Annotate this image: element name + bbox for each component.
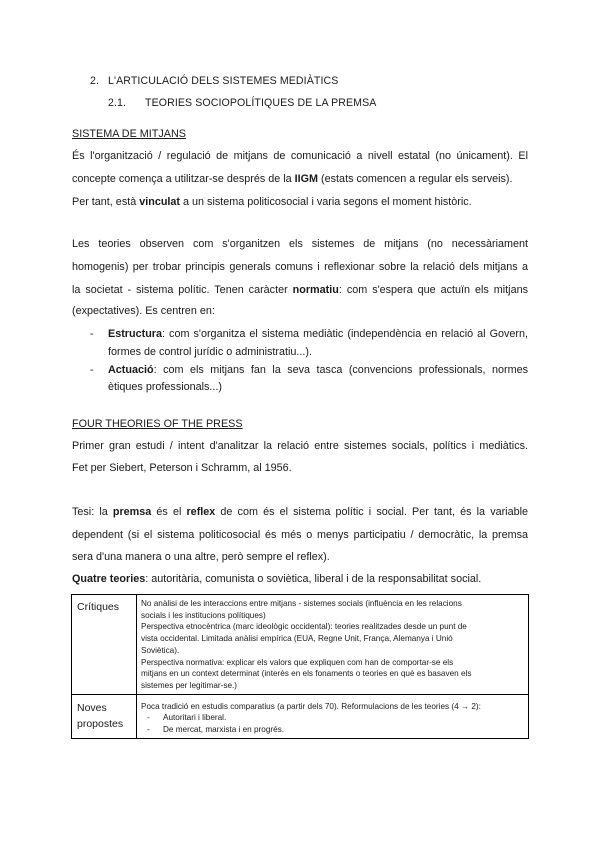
paragraph-line (72, 502, 528, 522)
subheading-number: 2.1. (108, 97, 127, 109)
critiques-content (137, 595, 529, 695)
paragraph-line: És l'organització / regulació de mitjans de comunicació a nivell estatal (no únicament). El (72, 150, 528, 162)
bullet-dash: - (90, 328, 94, 340)
proposal-subitem: - Autoritari i liberal. (141, 712, 524, 724)
bullet-continuation: formes de control jurídic o administratiu...). (108, 346, 313, 358)
table-row-noves-propostes (72, 694, 529, 738)
subheading-title: TEORIES SOCIOPOLÍTIQUES DE LA PREMSA (145, 97, 377, 109)
noves-propostes-content (137, 694, 529, 738)
paragraph-line: homogenis) per trobar principis generals comuns i reflexionar sobre la relació dels mitjans a (72, 261, 528, 273)
paragraph-line: Fet per Siebert, Peterson i Schramm, al 1956. (72, 462, 292, 474)
row-label-noves-propostes (72, 694, 137, 738)
row-label-critiques: Crítiques (72, 595, 137, 695)
text: la societat - sistema polític. Tenen caràcter (72, 284, 293, 296)
paragraph-line (72, 569, 481, 589)
bold-term: IIGM (294, 173, 319, 185)
text: : com s'espera que actuïn els mitjans (338, 284, 528, 296)
critique-line: mitjans en un context determinat (interès en els fonaments o teories en què es basaven els (141, 669, 472, 679)
heading-number: 2. (90, 75, 100, 87)
text: : autoritària, comunista o soviètica, liberal i de la responsabilitat social. (145, 573, 482, 585)
paragraph-line (72, 280, 528, 300)
bullet-item-estructura (108, 324, 528, 344)
text: Per tant, està (72, 196, 140, 208)
critique-line: Soviètica). (141, 645, 180, 655)
critique-line: Perspectiva normativa: explicar els valors que expliquen com han de comportar-se els (141, 657, 454, 667)
table-row-critiques (72, 595, 529, 695)
bullet-continuation: ètiques professionals...) (108, 381, 223, 393)
text: de com és el sistema polític i social. Per tant, és la variable (215, 506, 528, 518)
bold-term: reflex (186, 506, 216, 518)
bold-term: premsa (112, 506, 152, 518)
critique-line: socials i les institucions polítiques) (141, 610, 266, 620)
paragraph-line: Primer gran estudi / intent d'analitzar la relació entre sistemes socials, polítics i mediàtics. (72, 440, 528, 452)
paragraph-line: sera d'una manera o una altre, però sempre el reflex). (72, 551, 330, 563)
critique-line: sistemes per legitimar-se.) (141, 680, 237, 690)
bullet-label: Actuació (108, 364, 154, 376)
paragraph-line (72, 169, 513, 189)
section-title-sistema-de-mitjans: SISTEMA DE MITJANS (72, 128, 186, 140)
heading-title: L'ARTICULACIÓ DELS SISTEMES MEDIÀTICS (108, 75, 339, 87)
section-title-four-theories: FOUR THEORIES OF THE PRESS (72, 418, 243, 430)
text: a un sistema politicosocial i varia segons el moment històric. (180, 196, 472, 208)
bold-term: vinculat (139, 196, 181, 208)
bullet-dash: - (90, 364, 94, 376)
paragraph-line: Les teories observen com s'organitzen els sistemes de mitjans (no necessàriament (72, 238, 528, 250)
paragraph-line: (expectatives). Es centren en: (72, 305, 215, 317)
proposal-line: Poca tradició en estudis comparatius (a partir dels 70). Reformulacions de les teories (4 → 2): (141, 701, 481, 711)
paragraph-line (72, 192, 472, 212)
label-line: Noves (77, 701, 107, 714)
critique-line: No anàlisi de les interaccions entre mitjans - sistemes socials (influència en les relacions (141, 599, 462, 608)
critique-line: Perspectiva etnocèntrica (marc ideològic occidental): teories realitzades desde un punt de (141, 622, 467, 632)
text: (estats comencen a regular els serveis). (318, 173, 513, 185)
bullet-label: Estructura (108, 328, 163, 340)
paragraph-line: dependent (si el sistema politicosocial és més o menys participatiu / democràtic, la premsa (72, 529, 528, 541)
text: : com s'organitza el sistema mediàtic (independència en relació al Govern, (162, 328, 528, 340)
text: Tesi: la (72, 506, 113, 518)
theories-table (71, 594, 529, 739)
proposal-subitem: - De mercat, marxista i en progrés. (141, 724, 524, 736)
text: concepte comença a utilitzar-se després de la (72, 173, 295, 185)
label-line: propostes (77, 717, 124, 730)
text: : com els mitjans fan la seva tasca (convencions professionals, normes (153, 364, 528, 376)
bold-term: normatiu (292, 284, 339, 296)
text: és el (151, 506, 187, 518)
critique-line: vista occidental. Limitada anàlisi empírica (EUA, Regne Unit, França, Alemanya i Unió (141, 634, 453, 644)
bold-term: Quatre teories (72, 573, 146, 585)
